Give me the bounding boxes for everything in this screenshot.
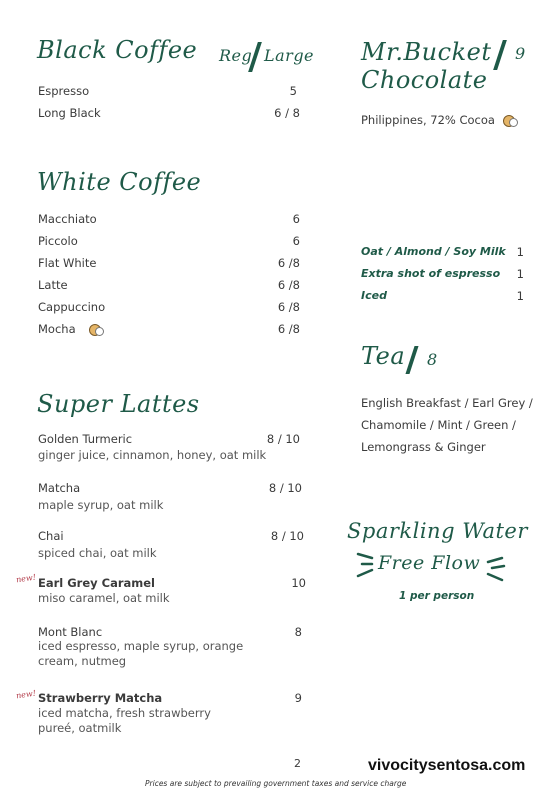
menu-item-name: Flat White	[38, 256, 97, 270]
size-reg-label: Reg	[219, 46, 253, 65]
tea-line: Lemongrass & Ginger	[361, 440, 486, 454]
menu-item-name: Chai	[38, 529, 64, 543]
menu-item-desc: maple syrup, oat milk	[38, 498, 164, 512]
menu-item-price: 6	[292, 212, 300, 226]
menu-item-price: 5	[289, 84, 297, 98]
menu-item-price: 6 /8	[277, 300, 300, 314]
menu-item-desc: iced matcha, fresh strawberry pureé, oatmilk	[38, 706, 211, 735]
menu-item-name: Piccolo	[38, 234, 78, 248]
menu-item-name: Espresso	[38, 84, 90, 98]
menu-item-name: Strawberry Matcha	[38, 691, 163, 705]
addon-price: 1	[516, 245, 524, 259]
size-large-label: Large	[264, 46, 315, 65]
menu-item-name: Golden Turmeric	[38, 432, 133, 446]
white-coffee-title: White Coffee	[37, 168, 202, 196]
chocolate-desc: Philippines, 72% Cocoa	[361, 113, 495, 127]
tea-line: English Breakfast / Earl Grey /	[361, 396, 533, 410]
menu-item-desc: ginger juice, cinnamon, honey, oat milk	[38, 448, 267, 462]
super-lattes-title: Super Lattes	[37, 390, 200, 418]
tea-list	[361, 392, 533, 458]
new-tag: new!	[15, 688, 37, 701]
menu-item-price: 6 / 8	[274, 106, 300, 120]
addon-name: Iced	[361, 289, 387, 302]
addon-price: 1	[516, 267, 524, 281]
new-tag: new!	[15, 572, 37, 585]
menu-item-price: 6	[292, 234, 300, 248]
menu-item-name: Long Black	[38, 106, 101, 120]
price-divider	[493, 40, 507, 70]
chocolate-title	[361, 38, 491, 94]
page-number: 2	[294, 757, 301, 770]
menu-item-price: 6 /8	[277, 322, 300, 336]
menu-item-price: 8 / 10	[266, 432, 300, 446]
site-watermark: vivocitysentosa.com	[364, 757, 529, 775]
tea-title: Tea	[361, 342, 406, 370]
sparkling-title: Sparkling Water	[347, 519, 528, 543]
chocolate-desc-row	[361, 113, 515, 127]
menu-item-price: 10	[291, 576, 306, 590]
menu-item-name: Latte	[38, 278, 68, 292]
menu-item-mocha	[38, 322, 101, 336]
price-divider	[405, 346, 418, 374]
menu-item-name: Cappuccino	[38, 300, 106, 314]
chocolate-title-line2: Chocolate	[361, 66, 488, 94]
menu-item-desc: iced espresso, maple syrup, orange cream, nutmeg	[38, 639, 244, 668]
footer-note: Prices are subject to prevailing government taxes and service charge	[145, 779, 407, 788]
menu-item-name: Macchiato	[38, 212, 97, 226]
tea-price: 8	[427, 350, 438, 369]
chocolate-price: 9	[515, 44, 526, 63]
addon-name: Extra shot of espresso	[361, 267, 501, 280]
chocolate-icon	[89, 324, 101, 336]
addon-price: 1	[516, 289, 524, 303]
menu-item-price: 8 / 10	[270, 529, 304, 543]
sparkle-decoration	[352, 548, 522, 586]
menu-item-price: 8 / 10	[268, 481, 302, 495]
chocolate-icon	[503, 115, 515, 127]
sparkling-subtitle: Free Flow	[378, 552, 481, 574]
tea-line: Chamomile / Mint / Green /	[361, 418, 516, 432]
addon-name: Oat / Almond / Soy Milk	[361, 245, 506, 258]
menu-item-price: 9	[294, 691, 302, 705]
chocolate-title-line1: Mr.Bucket	[361, 38, 492, 66]
menu-item-desc: miso caramel, oat milk	[38, 591, 170, 605]
menu-item-name: Mont Blanc	[38, 625, 103, 639]
menu-item-price: 6 /8	[277, 278, 300, 292]
menu-item-desc: spiced chai, oat milk	[38, 546, 157, 560]
menu-item-name: Earl Grey Caramel	[38, 576, 155, 590]
sparkling-note: 1 per person	[399, 590, 475, 602]
menu-item-name: Mocha	[38, 322, 76, 336]
menu-item-price: 8	[294, 625, 302, 639]
black-coffee-title: Black Coffee	[37, 36, 198, 64]
menu-item-name: Matcha	[38, 481, 81, 495]
menu-item-price: 6 /8	[277, 256, 300, 270]
